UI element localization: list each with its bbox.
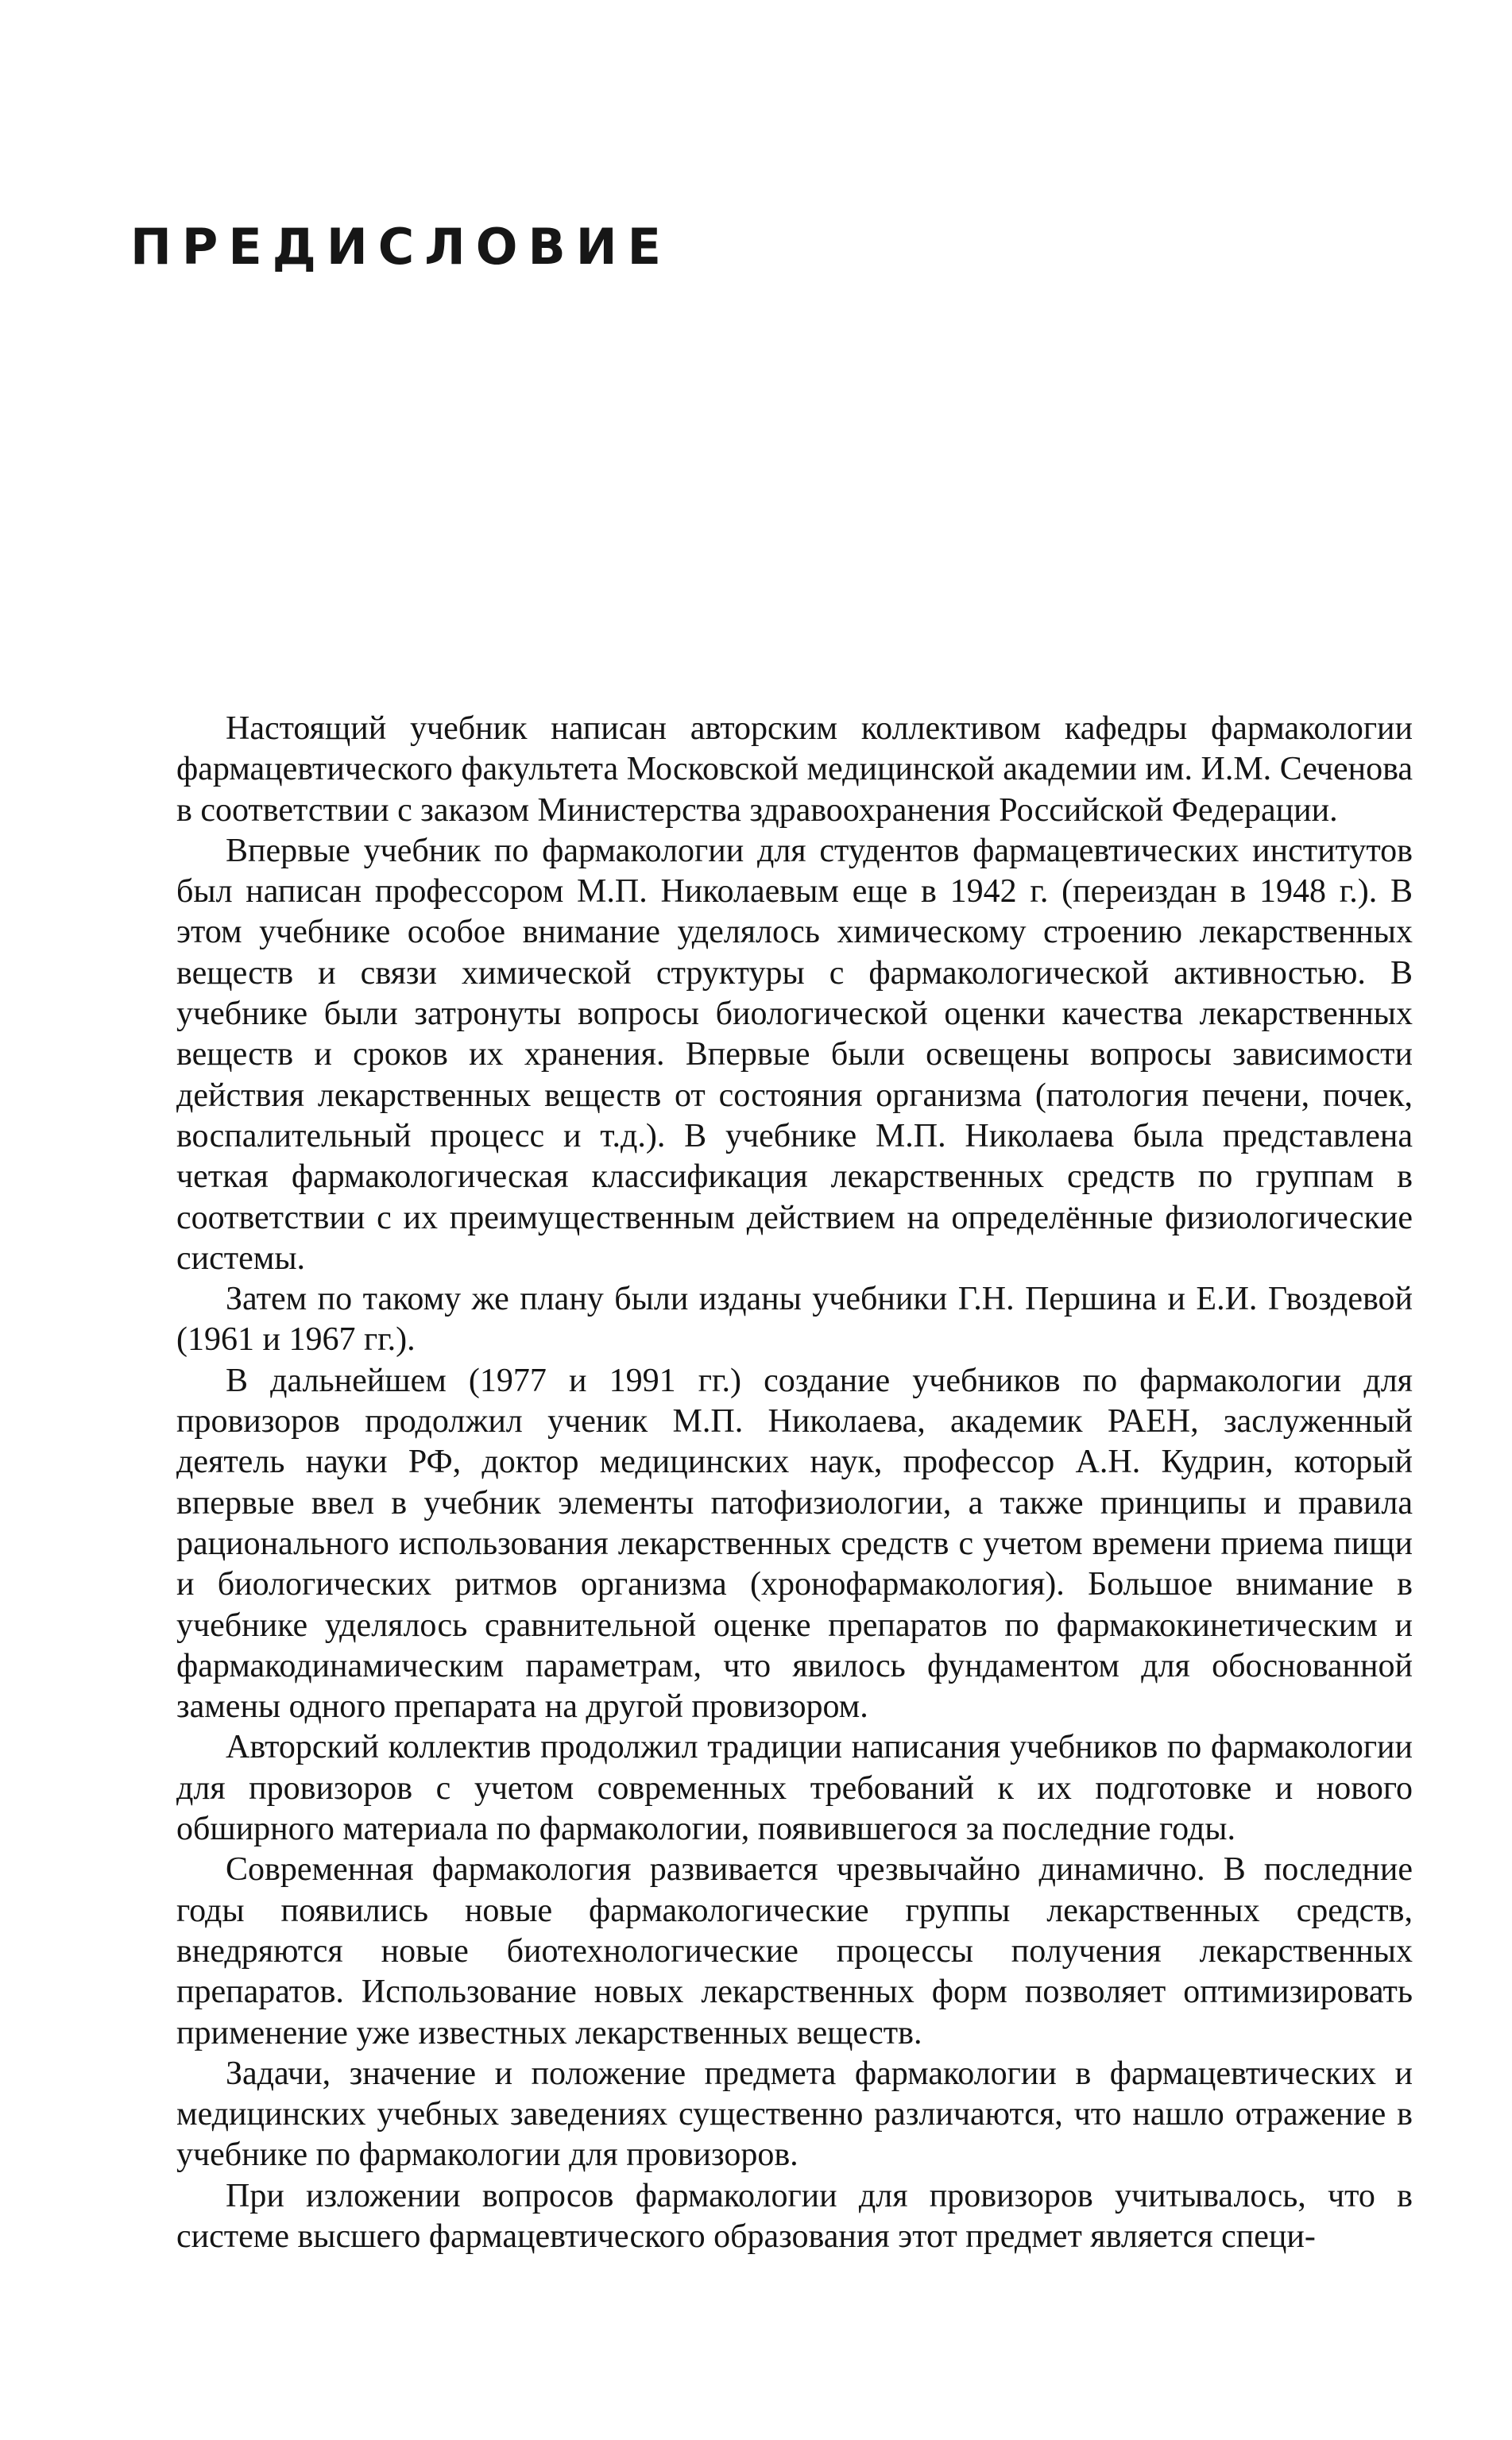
preface-body [176, 709, 1413, 2257]
paragraph: Задачи, значение и положение предмета фармакологии в фармацевтических и медицинских учебных заведениях существенно различаются, что нашло отражение в учебнике по фармакологии для провизоров. [176, 2055, 1413, 2174]
paragraph: Впервые учебник по фармакологии для студентов фармацевтических институтов был написан профессором М.П. Николаевым еще в 1942 г. (переиздан в 1948 г.). В этом учебнике особое внимание уделялось химическому строению лекарственных веществ и связи химической структуры с фармакологической активностью. В учебнике были затронуты вопросы биологической оценки качества лекарственных веществ и сроков их хранения. Впервые были освещены вопросы зависимости действия лекарственных веществ от состояния организма (патология печени, почек, воспалительный процесс и т.д.). В учебнике М.П. Николаева была представлена четкая фармакологическая классификация лекарственных средств по группам в соответствии с их преимущественным действием на определённые физиологические системы. [176, 832, 1413, 1277]
paragraph: Затем по такому же плану были изданы учебники Г.Н. Першина и Е.И. Гвоздевой (1961 и 1967 гг.). [176, 1281, 1413, 1359]
paragraph: Настоящий учебник написан авторским коллективом кафедры фармакологии фармацевтического факультета Московской медицинской академии им. И.М. Сеченова в соответствии с заказом Министерства здравоохранения Российской Федерации. [176, 710, 1413, 829]
paragraph: При изложении вопросов фармакологии для провизоров учитывалось, что в системе высшего фармацевтического образования этот предмет является специ- [176, 2177, 1413, 2255]
paragraph: В дальнейшем (1977 и 1991 гг.) создание учебников по фармакологии для провизоров продолжил ученик М.П. Николаева, академик РАЕН, заслуженный деятель науки РФ, доктор медицинских наук, профессор А.Н. Кудрин, который впервые ввел в учебник элементы патофизиологии, а также принципы и правила рационального использования лекарственных средств с учетом времени приема пищи и биологических ритмов организма (хронофармакология). Большое внимание в учебнике уделялось сравнительной оценке препаратов по фармакокинетическим и фармакодинамическим параметрам, что явилось фундаментом для обоснованной замены одного препарата на другой провизором. [176, 1362, 1413, 1726]
paragraph: Современная фармакология развивается чрезвычайно динамично. В последние годы появились новые фармакологические группы лекарственных средств, внедряются новые биотехнологические процессы получения лекарственных препаратов. Использование новых лекарственных форм позволяет оптимизировать применение уже известных лекарственных веществ. [176, 1851, 1413, 2051]
paragraph: Авторский коллектив продолжил традиции написания учебников по фармакологии для провизоров с учетом современных требований к их подготовке и нового обширного материала по фармакологии, появившегося за последние годы. [176, 1729, 1413, 1848]
page-title: ПРЕДИСЛОВИЕ [130, 218, 671, 276]
